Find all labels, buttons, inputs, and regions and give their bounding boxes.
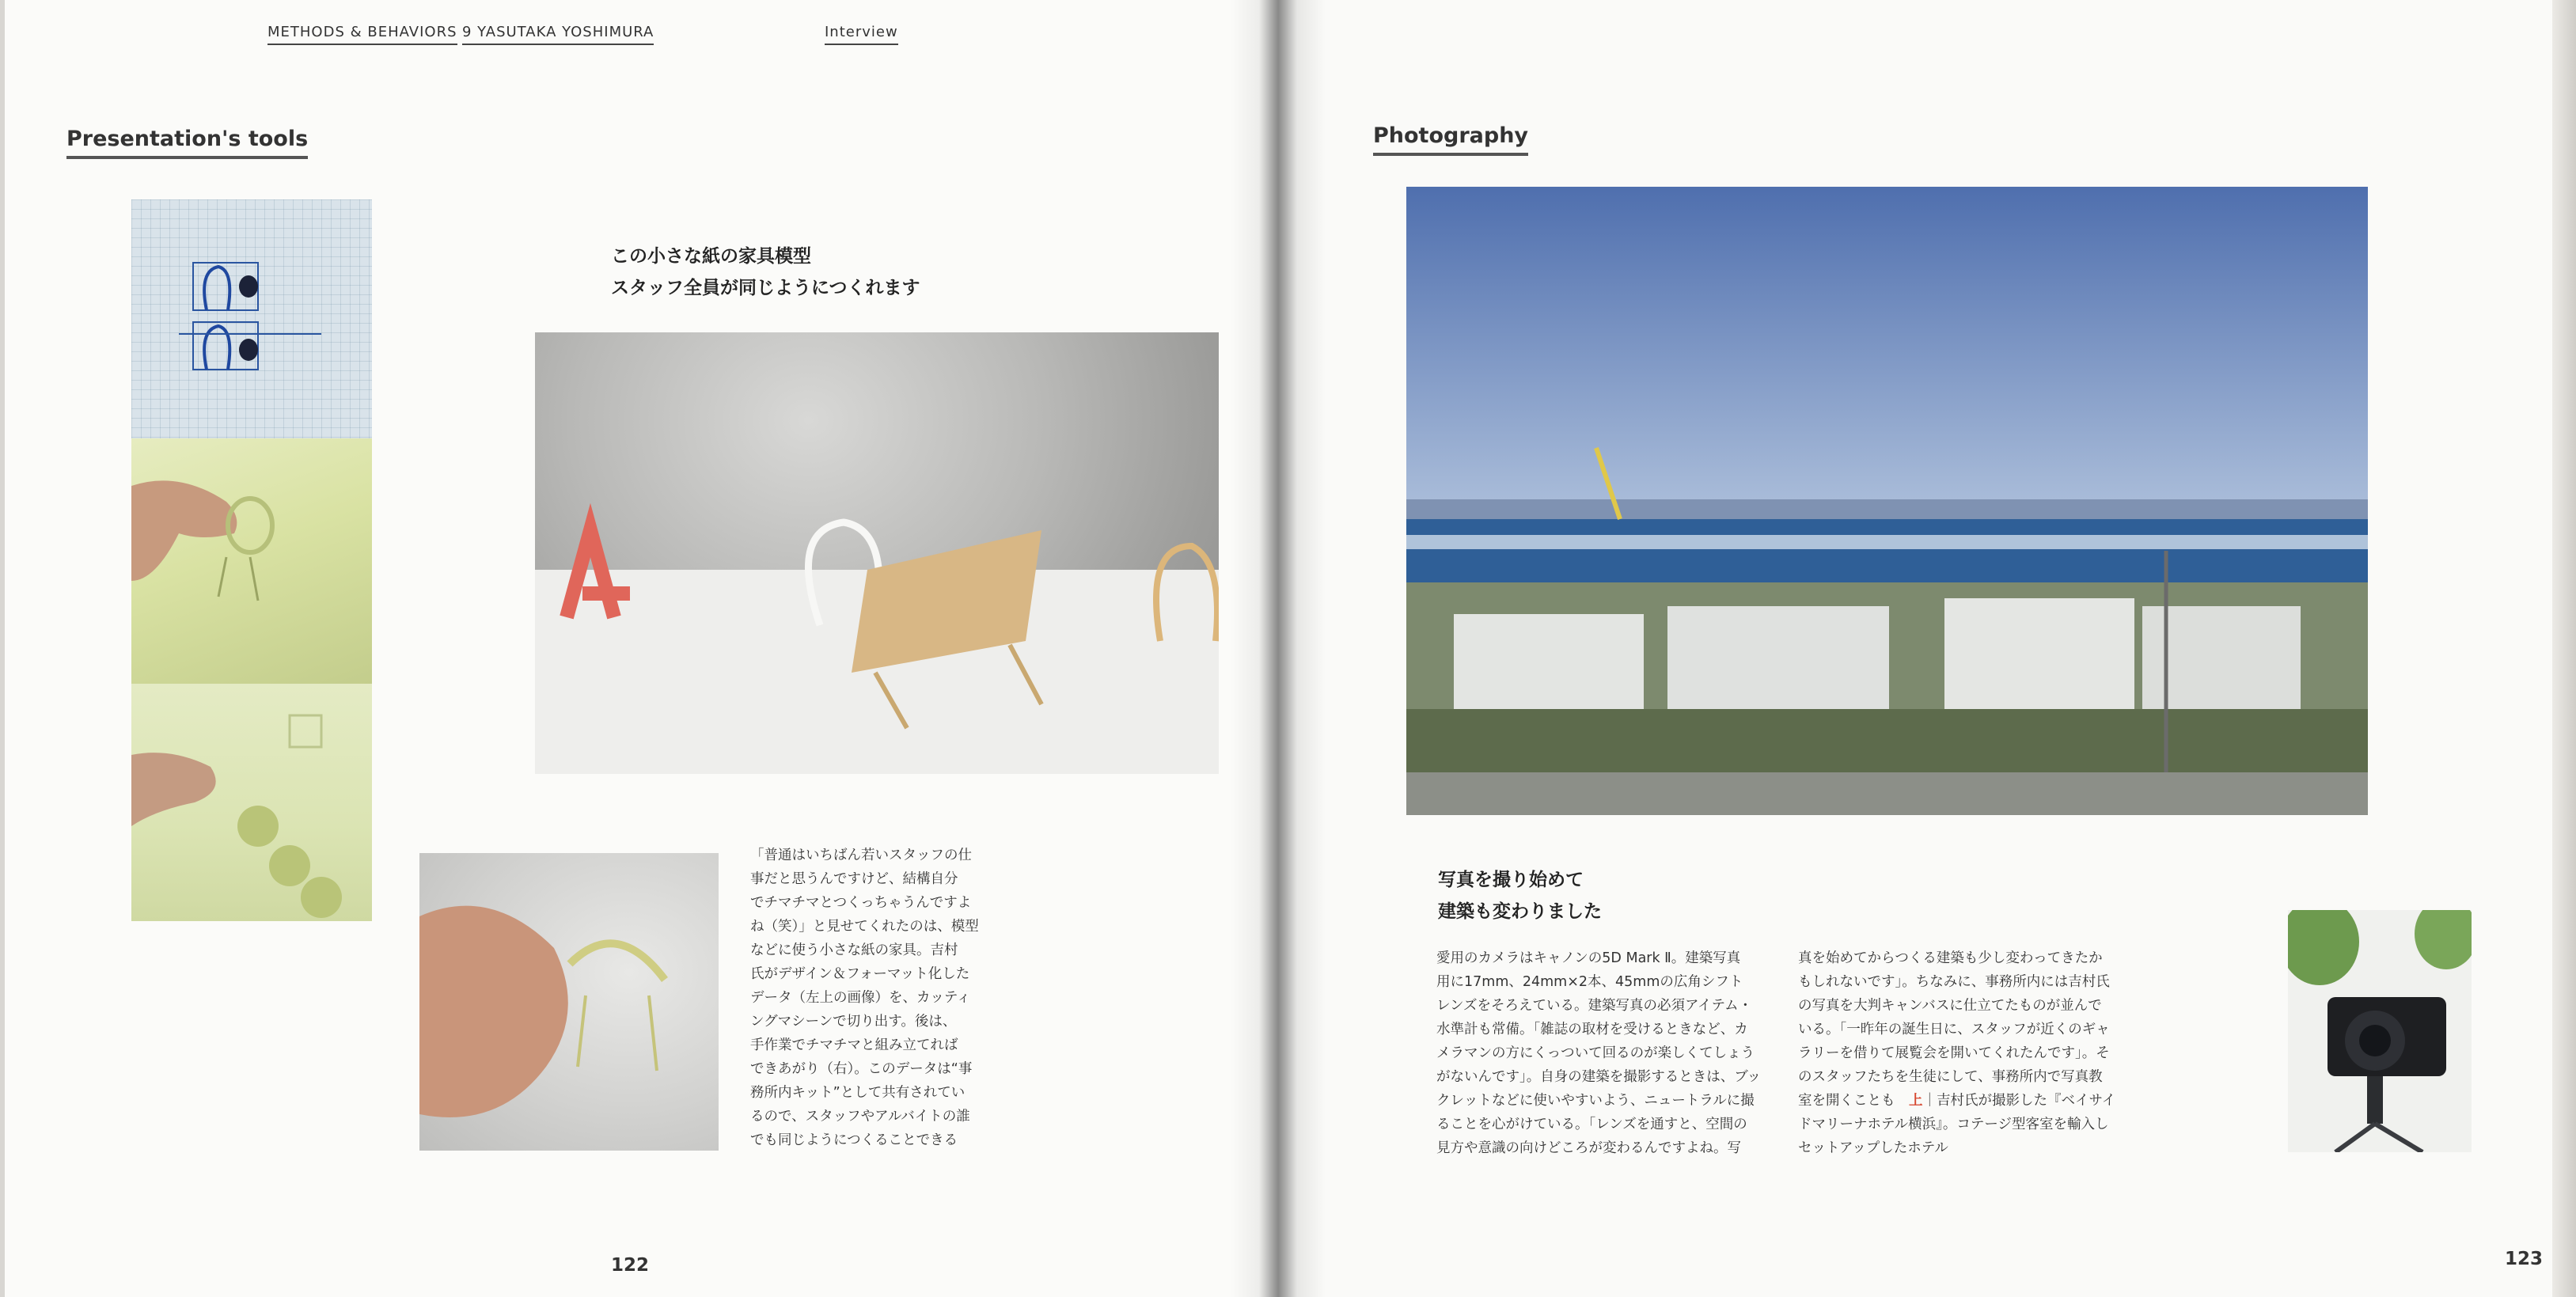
chair-models-scene xyxy=(535,332,1219,774)
page-edge-right xyxy=(2552,0,2576,1297)
book-gutter-shadow xyxy=(1231,0,1326,1297)
left-headline-line-2: スタッフ全員が同じようにつくれます xyxy=(611,278,920,298)
page-edge-left xyxy=(0,0,5,1297)
hand-holding-illustration xyxy=(419,853,719,1151)
right-headline-line-1: 写真を撮り始めて xyxy=(1438,870,1584,890)
photo-assembling-chair xyxy=(131,438,372,684)
right-body-col2 xyxy=(1798,946,2146,1160)
left-page xyxy=(0,0,1278,1297)
right-page xyxy=(1278,0,2576,1297)
right-body-col1: 愛用のカメラはキャノンの5D Mark Ⅱ。建築写真 用に17mm、24mm×2本、45mmの広角シフト レンズをそろえている。建築写真の必須アイテム・ 水準計も常備。「雑誌の取材を受けるときなど、カ メラマンの方にくっついて回るのが楽しくてしょう がないんです」。自身の建築を撮影するときは、ブッ クレットなどに使いやすいよう、ニュートラルに撮 ることを心がけている。「レンズを通すと、空間の 見方や意識の向けどころが変わるんですよね。写 xyxy=(1436,950,1762,1156)
photo-bayside-marina xyxy=(1406,187,2368,815)
left-body-text: 「普通はいちばん若いスタッフの仕 事だと思うんですけど、結構自分 でチマチマとつくっちゃうんですよ ね（笑）」と見せてくれたのは、模型 などに使う小さな紙の家具。吉村 氏がデザイン＆フォーマット化した データ（左上の画像）を、カッティ ングマシーンで切り出す。後は、 手作業でチマチマと組み立てれば できあがり（右）。このデータは“事 務所内キット”として共有されてい るので、スタッフやアルバイトの誰 でも同じようにつくることできる xyxy=(750,848,979,1148)
right-headline xyxy=(1438,864,1602,927)
marina-scene xyxy=(1406,187,2368,815)
right-body-col2-text: 真を始めてからつくる建築も少し変わってきたか もしれないです」。ちなみに、事務所内には吉村氏 の写真を大判キャンバスに仕立てたものが並んで いる。「一昨年の誕生日に、スタッフが近くのギャ ラリーを借りて展覧会を開いてくれたんです」。そ のスタッフたちを生徒にして、事務所内で写真教 室を開くことも xyxy=(1798,950,2110,1109)
left-headline-line-1: この小さな紙の家具模型 xyxy=(611,246,811,267)
chair-cutout-diagram xyxy=(131,199,372,438)
camera-illustration xyxy=(2288,910,2472,1152)
photo-cutting-data-screen xyxy=(131,199,372,438)
page-number-right: 123 xyxy=(2505,1249,2544,1269)
section-title-photography: Photography xyxy=(1373,123,1528,156)
section-title-presentation-tools: Presentation's tools xyxy=(66,127,308,159)
photo-hand-holding-model xyxy=(419,853,719,1151)
header-chapter: 9 YASUTAKA YOSHIMURA xyxy=(462,24,654,45)
photo-camera-on-tripod xyxy=(2288,910,2472,1152)
right-headline-line-2: 建築も変わりました xyxy=(1438,901,1602,922)
header-series: METHODS & BEHAVIORS xyxy=(267,24,457,45)
hand-illustration xyxy=(131,438,372,684)
page-number-left: 122 xyxy=(611,1255,650,1276)
photo-paper-sheet xyxy=(131,684,372,921)
caption-marker-above: 上 xyxy=(1909,1093,1923,1109)
paper-cutouts xyxy=(131,684,372,921)
header-type: Interview xyxy=(825,24,898,45)
photo-paper-chair-models xyxy=(535,332,1219,774)
photo-caption: ｜吉村氏が撮影した『ベイサイ ドマリーナホテル横浜』。コテージ型客室を輸入し セットアップしたホテル xyxy=(1798,1093,2116,1156)
left-headline xyxy=(611,241,920,304)
